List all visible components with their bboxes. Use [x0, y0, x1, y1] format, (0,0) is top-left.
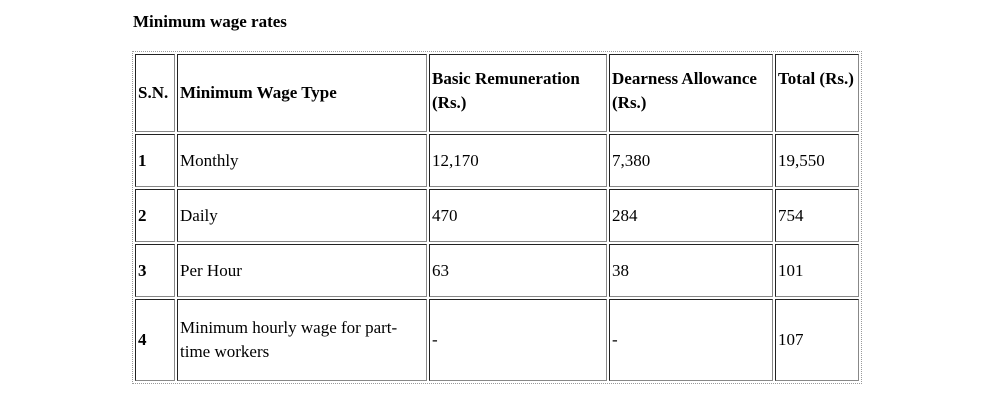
- header-basic: Basic Remuneration (Rs.): [429, 54, 607, 132]
- cell-basic: -: [429, 299, 607, 381]
- wage-table: [132, 51, 862, 384]
- cell-total: 107: [775, 299, 859, 381]
- table-header-row: [135, 54, 859, 132]
- cell-type: Minimum hourly wage for part-time workers: [177, 299, 427, 381]
- header-dearness: Dearness Allowance (Rs.): [609, 54, 773, 132]
- cell-total: 19,550: [775, 134, 859, 187]
- cell-basic: 63: [429, 244, 607, 297]
- cell-type: Per Hour: [177, 244, 427, 297]
- cell-sn: 4: [135, 299, 175, 381]
- header-total: Total (Rs.): [775, 54, 859, 132]
- cell-dearness: -: [609, 299, 773, 381]
- header-sn: S.N.: [135, 54, 175, 132]
- cell-total: 101: [775, 244, 859, 297]
- cell-sn: 3: [135, 244, 175, 297]
- cell-dearness: 38: [609, 244, 773, 297]
- cell-type: Daily: [177, 189, 427, 242]
- cell-total: 754: [775, 189, 859, 242]
- page-title: Minimum wage rates: [133, 12, 287, 31]
- table-row: [135, 189, 859, 242]
- cell-dearness: 284: [609, 189, 773, 242]
- cell-type: Monthly: [177, 134, 427, 187]
- cell-basic: 470: [429, 189, 607, 242]
- header-wage-type: Minimum Wage Type: [177, 54, 427, 132]
- cell-sn: 2: [135, 189, 175, 242]
- table-row: [135, 134, 859, 187]
- table-row: [135, 299, 859, 381]
- cell-dearness: 7,380: [609, 134, 773, 187]
- table-row: [135, 244, 859, 297]
- cell-basic: 12,170: [429, 134, 607, 187]
- cell-sn: 1: [135, 134, 175, 187]
